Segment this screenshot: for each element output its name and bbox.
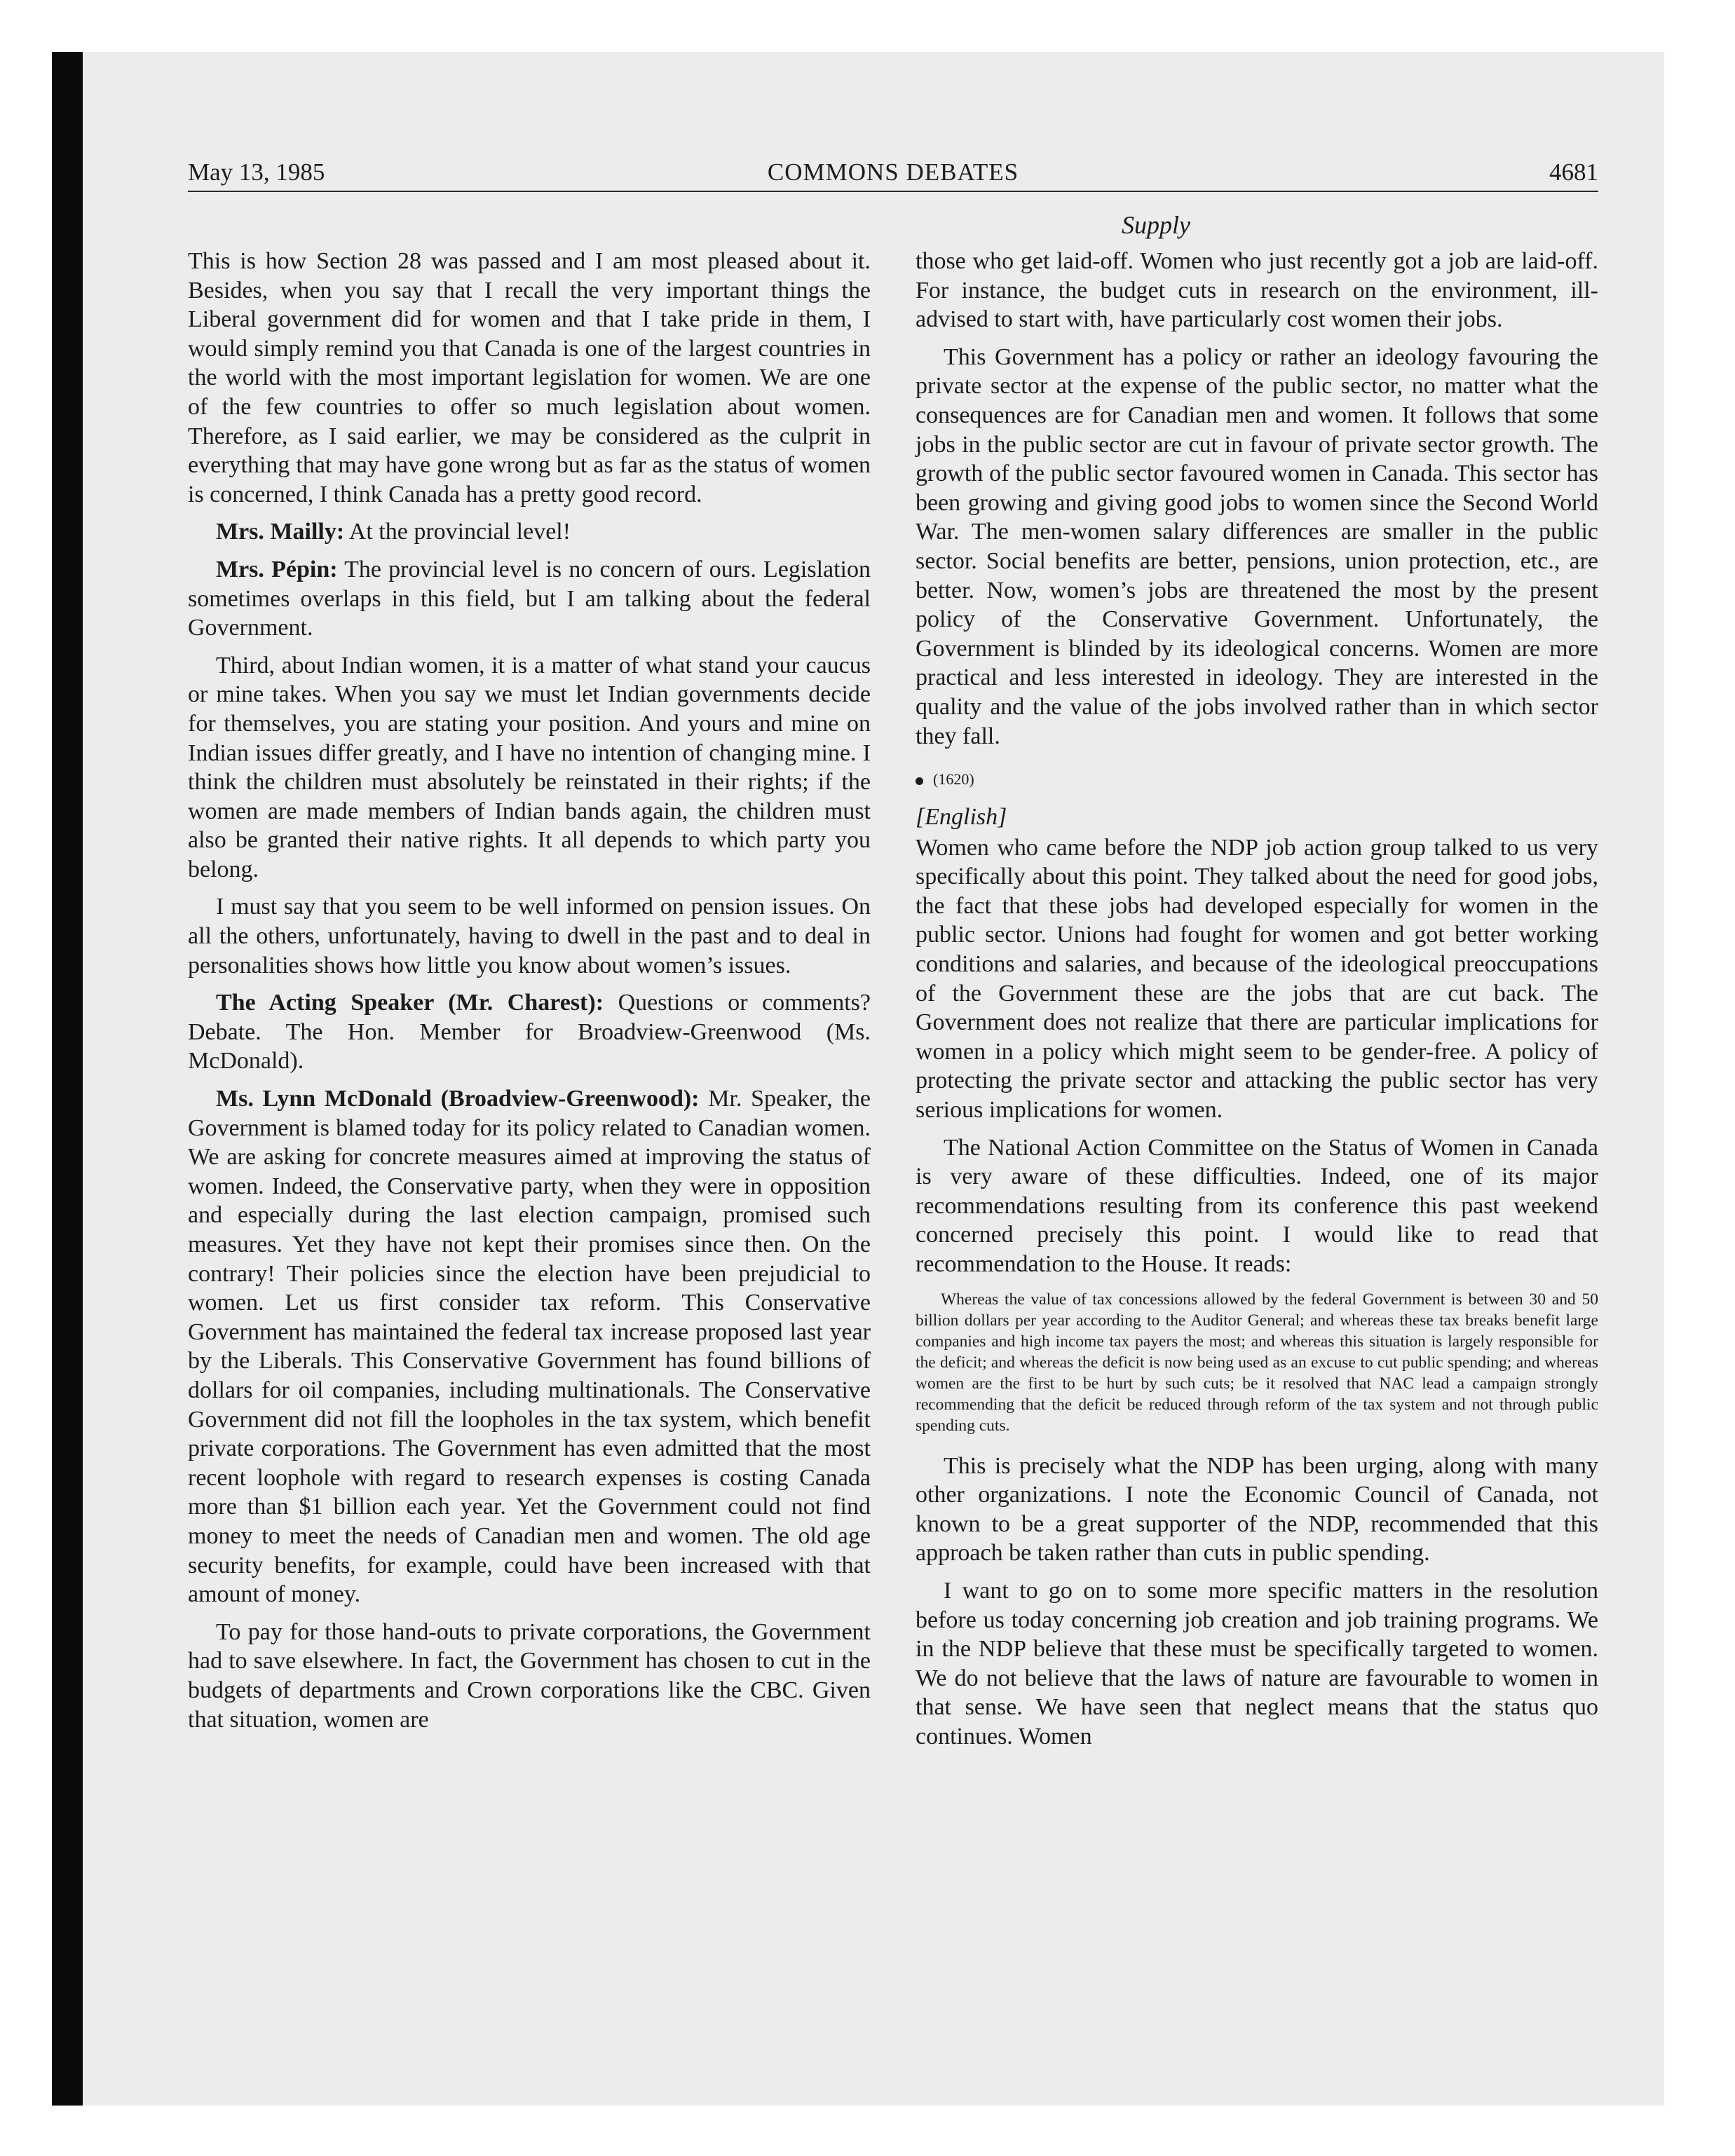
left-column	[188, 247, 871, 1742]
speech-text: The provincial level is no concern of ours. Legislation sometimes overlaps in this field, but I am talking about the federal Government.	[188, 556, 871, 641]
paragraph: To pay for those hand-outs to private corporations, the Government had to save elsewhere. In fact, the Government has chosen to cut in the budgets of departments and Crown corporations like the CBC. Given that situation, women are	[188, 1618, 871, 1733]
header-title: COMMONS DEBATES	[767, 158, 1019, 186]
speaker-name: The Acting Speaker (Mr. Charest):	[216, 990, 604, 1016]
paragraph: I must say that you seem to be well informed on pension issues. On all the others, unfortunately, having to dwell in the past and to deal in personalities shows how little you know about women’s issues.	[188, 894, 871, 978]
paragraph: Women who came before the NDP job action group talked to us very specifically about this point. They talked about the need for good jobs, the fact that these jobs had developed especially for women in the public sector. Unions had fought for women and got better working conditions and salaries, and because of the ideological preoccupations of the Government these are the jobs that are cut back. The Government does not realize that there are particular implications for women in a policy which might seem to be gender-free. A policy of protecting the private sector and attacking the public sector has very serious implications for women.	[916, 834, 1598, 1124]
timestamp	[916, 769, 1598, 790]
language-marker: [English]	[916, 804, 1007, 831]
paragraph: This Government has a policy or rather an ideology favouring the private sector at the expense of the public sector, no matter what the consequences are for Canadian men and women. It follows that some jobs in the public sector are cut in favour of private sector growth. The growth of the public sector favoured women in Canada. This sector has been growing and giving good jobs to women since the Second World War. The men-women salary differences are smaller in the public sector. Social benefits are better, pensions, union protection, etc., are better. Now, women’s jobs are threatened the most by the present policy of the Conservative Government. Unfortunately, the Government is blinded by its ideological concerns. Women are more practical and less interested in ideology. They are interested in the quality and the value of the jobs involved rather than in which sector they fall.	[916, 343, 1598, 749]
speech-text: Questions or comments? Debate. The Hon. Member for Broadview-Greenwood (Ms. McDonald).	[188, 990, 871, 1074]
paragraph: those who get laid-off. Women who just recently got a job are laid-off. For instance, the budget cuts in research on the environment, ill-advised to start with, have particularly cost women their jobs.	[916, 248, 1598, 333]
right-column	[916, 247, 1598, 1760]
timestamp-text: (1620)	[933, 770, 974, 789]
paragraph: The National Action Committee on the Status of Women in Canada is very aware of these difficulties. Indeed, one of its major recommendations resulting from its conference this past weekend concerned precisely this point. I would like to read that recommendation to the House. It reads:	[916, 1134, 1598, 1277]
scan-edge-shadow	[52, 52, 83, 2106]
speech-mcdonald	[188, 1084, 871, 1609]
paragraph: This is how Section 28 was passed and I am most pleased about it. Besides, when you say that I recall the very important things the Liberal government did for women and that I take pride in them, I would simply remind you that Canada is one of the largest countries in the world with the most important legislation for women. We are one of the few countries to offer so much legislation about women. Therefore, as I said earlier, we may be considered as the culprit in everything that may have gone wrong but as far as the status of women is concerned, I think Canada has a pretty good record.	[188, 248, 871, 507]
speech-text: Mr. Speaker, the Government is blamed today for its policy related to Canadian women. We are asking for concrete measures aimed at improving the status of women. Indeed, the Conservative party, when they were in opposition and especially during the last election campaign, promised such measures. Yet they have not kept their promises since then. On the contrary! Their policies since the election have been prejudicial to women. Let us first consider tax reform. This Conservative Government has maintained the federal tax increase proposed last year by the Liberals. This Conservative Government has found billions of dollars for oil companies, including multinationals. The Conservative Government did not fill the loopholes in the tax system, which benefit private corporations. The Government has even admitted that the most recent loophole with regard to research expenses is costing Canada more than $1 billion each year. Yet the Government could not find money to meet the needs of Canadian men and women. The old age security benefits, for example, could have been increased with that amount of money.	[188, 1086, 871, 1608]
speech-mailly	[188, 517, 871, 547]
header-date: May 13, 1985	[188, 158, 325, 186]
paragraph: I want to go on to some more specific matters in the resolution before us today concerning job creation and job training programs. We in the NDP believe that these must be specifically targeted to women. We do not believe that the laws of nature are favourable to women in that sense. We have seen that neglect means that the status quo continues. Women	[916, 1577, 1598, 1749]
header-rule	[188, 191, 1598, 192]
header-page-number: 4681	[1549, 158, 1598, 186]
page-header	[188, 156, 1598, 189]
speech-text: At the provincial level!	[344, 519, 571, 545]
bullet-icon	[916, 777, 923, 785]
section-label: Supply	[1122, 211, 1190, 239]
speaker-name: Mrs. Pépin:	[216, 556, 338, 582]
speech-acting-speaker	[188, 988, 871, 1076]
speech-pepin	[188, 555, 871, 643]
paragraph: This is precisely what the NDP has been urging, along with many other organizations. I note the Economic Council of Canada, not known to be a great supporter of the NDP, recommended that this approach be taken rather than cuts in public spending.	[916, 1452, 1598, 1567]
speaker-name: Ms. Lynn McDonald (Broadview-Greenwood):	[216, 1086, 700, 1112]
speaker-name: Mrs. Mailly:	[216, 519, 345, 545]
quoted-resolution: Whereas the value of tax concessions allowed by the federal Government is between 30 and 50 billion dollars per year according to the Auditor General; and whereas these tax breaks benefit large companies and high income tax payers the most; and whereas this situation is largely responsible for the deficit; and whereas the deficit is now being used as an excuse to cut public spending; and whereas women are the first to be hurt by such cuts; be it resolved that NAC lead a campaign strongly recommending that the deficit be reduced through reform of the tax system and not through public spending cuts.	[916, 1290, 1598, 1435]
paragraph: Third, about Indian women, it is a matter of what stand your caucus or mine takes. When you say we must let Indian governments decide for themselves, you are stating your position. And yours and mine on Indian issues differ greatly, and I have no intention of changing mine. I think the children must absolutely be reinstated in their rights; if the women are made members of Indian bands again, the children must also be granted their native rights. It all depends to which party you belong.	[188, 652, 871, 882]
